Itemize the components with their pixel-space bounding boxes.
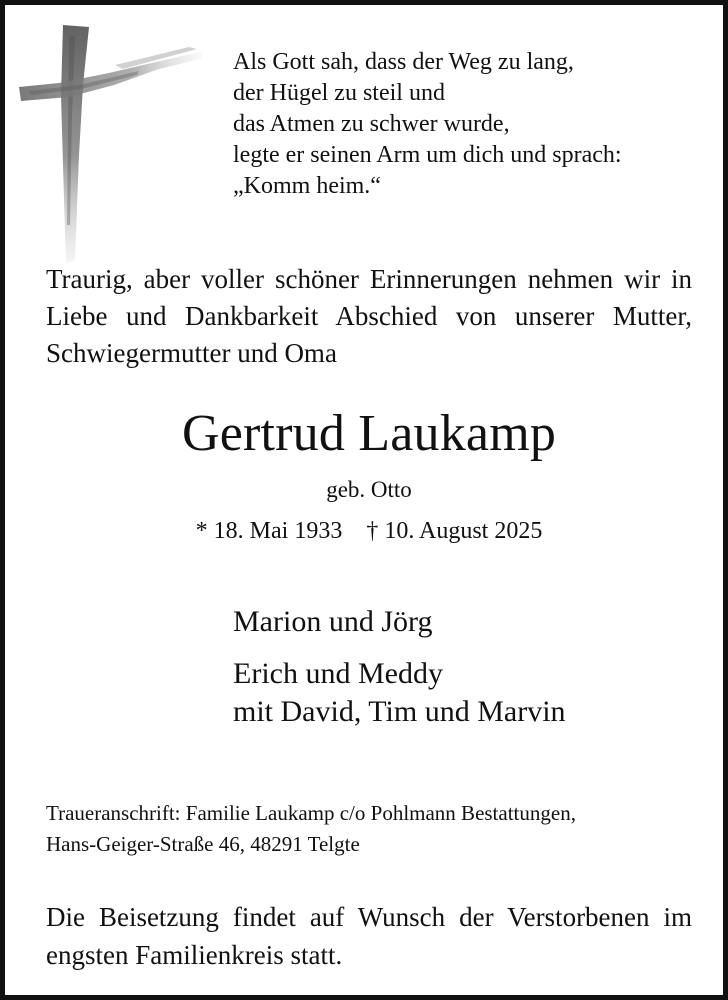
mourning-address: [46, 798, 706, 860]
brush-cross-icon: [19, 25, 209, 265]
address-line: Hans-Geiger-Straße 46, 48291 Telgte: [46, 832, 360, 856]
life-dates: [5, 515, 728, 547]
address-line: Traueranschrift: Familie Laukamp c/o Pohlmann Bestattungen,: [46, 801, 576, 825]
mourner-line: Erich und Meddy: [233, 657, 443, 690]
poem-line: legte er seinen Arm um dich und sprach:: [233, 142, 622, 168]
mourner-line: Marion und Jörg: [233, 605, 433, 638]
birth-name: geb. Otto: [326, 477, 412, 502]
poem-line: „Komm heim.“: [233, 173, 381, 199]
poem: [233, 47, 713, 202]
death-date: † 10. August 2025: [366, 518, 543, 544]
deceased-name: Gertrud Laukamp: [181, 405, 557, 462]
poem-line: der Hügel zu steil und: [233, 80, 445, 106]
poem-line: Als Gott sah, dass der Weg zu lang,: [233, 49, 574, 75]
mourner-line: mit David, Tim und Marvin: [233, 695, 566, 728]
burial-notice: Die Beisetzung findet auf Wunsch der Verstorbenen im engsten Familienkreis statt.: [46, 902, 692, 970]
mourners: [233, 603, 693, 731]
intro-text: Traurig, aber voller schöner Erinnerungen nehmen wir in Liebe und Dankbarkeit Abschied von unserer Mutter, Schwiegermutter und Oma: [46, 264, 692, 368]
poem-line: das Atmen zu schwer wurde,: [233, 111, 510, 137]
birth-date: * 18. Mai 1933: [195, 518, 343, 544]
